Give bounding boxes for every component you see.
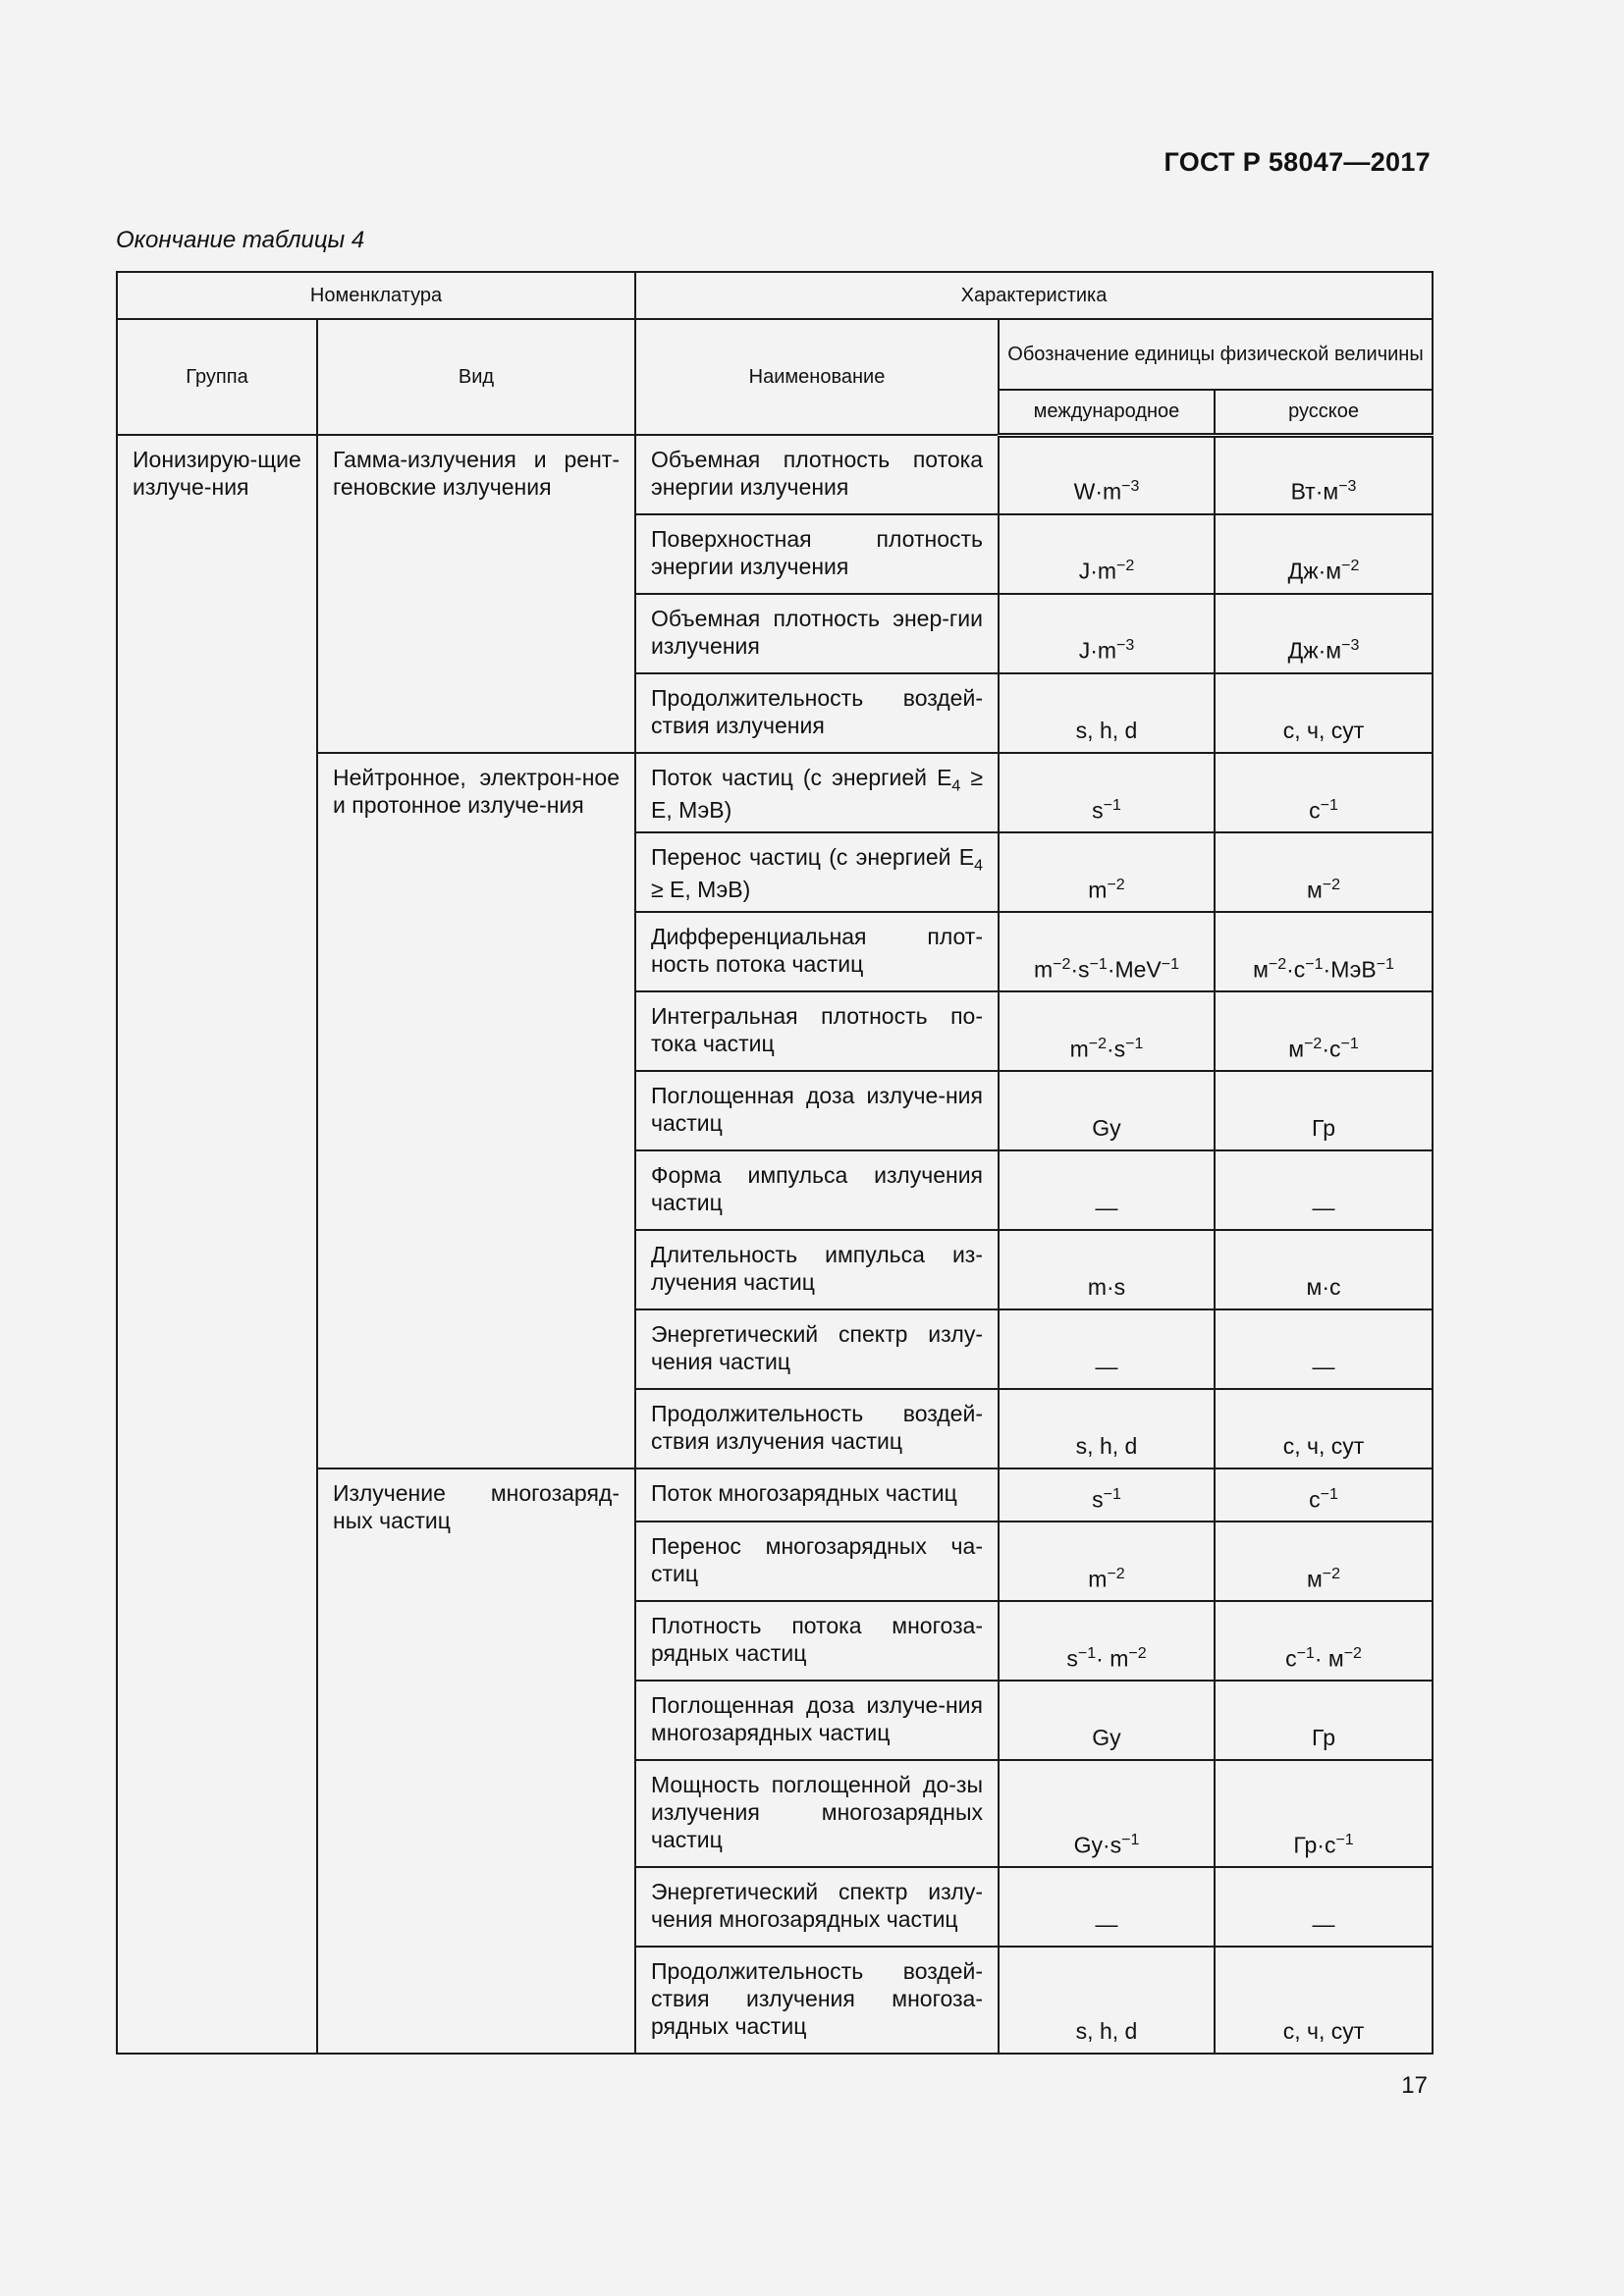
international-unit-cell: $Gy\cdot s^{-1}$ [999,1760,1215,1867]
header-international: международное [999,390,1215,435]
quantity-name-cell: Продолжительность воздей-ствия излучения [635,673,999,753]
international-unit-cell: $m^{-2}$ [999,832,1215,912]
quantity-name-cell: Продолжительность воздей-ствия излучения многоза-рядных частиц [635,1947,999,2054]
header-russian: русское [1215,390,1433,435]
international-unit-cell: s, h, d [999,1389,1215,1468]
russian-unit-cell: $с^{-1}$ [1215,1468,1433,1522]
international-unit-cell: $s^{-1}\cdot m^{-2}$ [999,1601,1215,1681]
international-unit-cell: Gy [999,1071,1215,1150]
quantity-name-cell: Поток частиц (с энергией $E_4 \ge E$, МэВ) [635,753,999,832]
international-unit-cell: $m^{-2}$ [999,1522,1215,1601]
russian-unit-cell: — [1215,1867,1433,1947]
quantity-name-cell: Поглощенная доза излуче-ния частиц [635,1071,999,1150]
header-group: Группа [117,319,317,435]
international-unit-cell: $s^{-1}$ [999,1468,1215,1522]
header-unit-designation: Обозначение единицы физической величины [999,319,1433,390]
quantity-name-cell: Интегральная плотность по-тока частиц [635,991,999,1071]
header-nomenclature: Номенклатура [117,272,635,319]
russian-unit-cell: $с^{-1}$ [1215,753,1433,832]
international-unit-cell: — [999,1867,1215,1947]
quantity-name-cell: Длительность импульса из-лучения частиц [635,1230,999,1309]
quantity-name-cell: Дифференциальная плот-ность потока частиц [635,912,999,991]
russian-unit-cell: $Дж\cdot м^{-3}$ [1215,594,1433,673]
international-unit-cell: s, h, d [999,1947,1215,2054]
table-row [117,435,1433,514]
quantity-name-cell: Мощность поглощенной до-зы излучения многозарядных частиц [635,1760,999,1867]
russian-unit-cell: $м^{-2}$ [1215,832,1433,912]
international-unit-cell: $s^{-1}$ [999,753,1215,832]
quantity-name-cell: Перенос частиц (с энергией $E_4 \ge E$, МэВ) [635,832,999,912]
international-unit-cell: $m^{-2}\cdot s^{-1}\cdot MeV^{-1}$ [999,912,1215,991]
header-kind: Вид [317,319,635,435]
header-characteristic: Характеристика [635,272,1433,319]
document-code: ГОСТ Р 58047—2017 [1164,147,1431,177]
international-unit-cell: — [999,1150,1215,1230]
russian-unit-cell: $с^{-1}\cdot м^{-2}$ [1215,1601,1433,1681]
quantity-name-cell: Поглощенная доза излуче-ния многозарядных частиц [635,1681,999,1760]
russian-unit-cell: $м^{-2}$ [1215,1522,1433,1601]
russian-unit-cell: $Дж\cdot м^{-2}$ [1215,514,1433,594]
kind-cell: Нейтронное, электрон-ное и протонное излуче-ния [317,753,635,1468]
russian-unit-cell: — [1215,1309,1433,1389]
kind-cell: Гамма-излучения и рент-геновские излучения [317,435,635,753]
russian-unit-cell: с, ч, сут [1215,1389,1433,1468]
russian-unit-cell: Гр [1215,1071,1433,1150]
international-unit-cell: m·s [999,1230,1215,1309]
international-unit-cell: $W\cdot m^{-3}$ [999,435,1215,514]
russian-unit-cell: $Гр\cdot с^{-1}$ [1215,1760,1433,1867]
quantity-name-cell: Энергетический спектр излу-чения частиц [635,1309,999,1389]
russian-unit-cell: с, ч, сут [1215,1947,1433,2054]
international-unit-cell: $J\cdot m^{-2}$ [999,514,1215,594]
international-unit-cell: $m^{-2}\cdot s^{-1}$ [999,991,1215,1071]
international-unit-cell: Gy [999,1681,1215,1760]
russian-unit-cell: м·с [1215,1230,1433,1309]
table-body [117,435,1433,2054]
header-name: Наименование [635,319,999,435]
kind-cell: Излучение многозаряд-ных частиц [317,1468,635,2054]
quantity-name-cell: Продолжительность воздей-ствия излучения частиц [635,1389,999,1468]
quantity-name-cell: Объемная плотность потока энергии излучения [635,435,999,514]
international-unit-cell: $J\cdot m^{-3}$ [999,594,1215,673]
russian-unit-cell: — [1215,1150,1433,1230]
quantity-name-cell: Поток многозарядных частиц [635,1468,999,1522]
international-unit-cell: — [999,1309,1215,1389]
russian-unit-cell: $Вт\cdot м^{-3}$ [1215,435,1433,514]
russian-unit-cell: $м^{-2}\cdot с^{-1}\cdot МэВ^{-1}$ [1215,912,1433,991]
international-unit-cell: s, h, d [999,673,1215,753]
page-number: 17 [1401,2072,1428,2099]
quantity-name-cell: Плотность потока многоза-рядных частиц [635,1601,999,1681]
russian-unit-cell: Гр [1215,1681,1433,1760]
quantity-name-cell: Перенос многозарядных ча-стиц [635,1522,999,1601]
russian-unit-cell: с, ч, сут [1215,673,1433,753]
table-caption: Окончание таблицы 4 [116,227,365,253]
quantity-name-cell: Энергетический спектр излу-чения многозарядных частиц [635,1867,999,1947]
russian-unit-cell: $м^{-2}\cdot с^{-1}$ [1215,991,1433,1071]
units-table [116,271,1434,2055]
group-cell: Ионизирую-щие излуче-ния [117,435,317,2054]
quantity-name-cell: Поверхностная плотность энергии излучения [635,514,999,594]
quantity-name-cell: Объемная плотность энер-гии излучения [635,594,999,673]
quantity-name-cell: Форма импульса излучения частиц [635,1150,999,1230]
